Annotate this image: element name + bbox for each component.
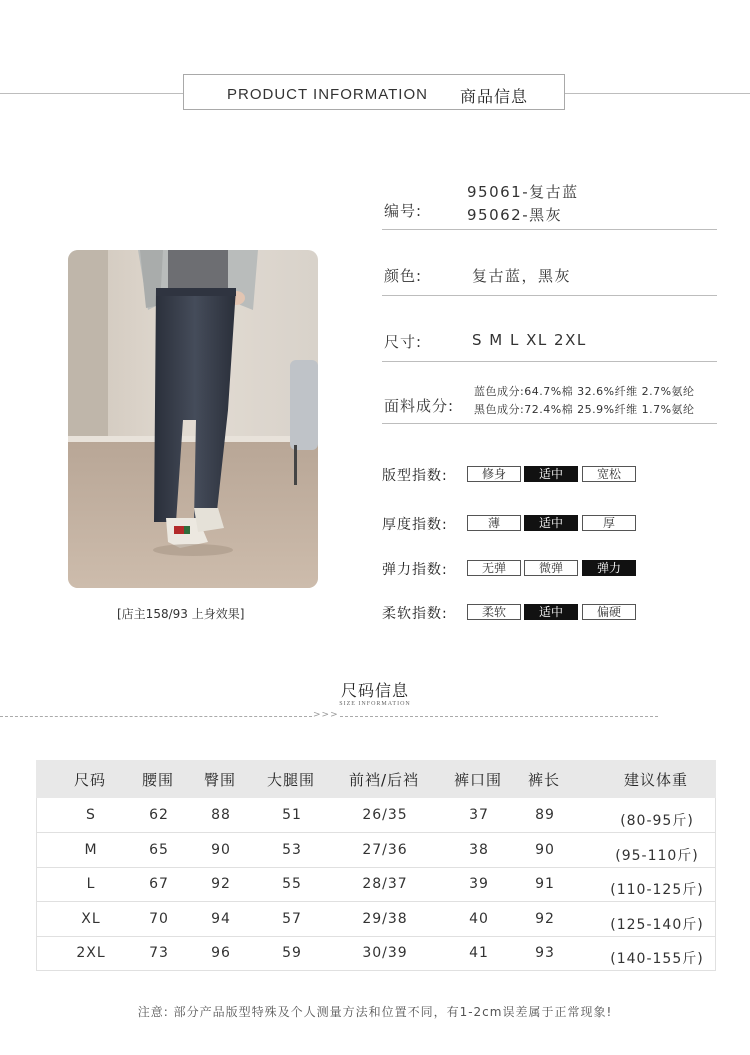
table-cell: 94 xyxy=(211,910,231,927)
size-table-header xyxy=(36,760,716,798)
column-header: 腰围 xyxy=(141,771,174,789)
divider xyxy=(382,229,717,230)
code-value-2: 95062-黑灰 xyxy=(467,206,563,224)
column-header: 前裆/后裆 xyxy=(348,771,420,789)
table-row xyxy=(36,833,716,868)
model-photo-illustration xyxy=(68,250,318,588)
table-row xyxy=(36,902,716,937)
size-label: 尺寸: xyxy=(384,333,423,351)
divider xyxy=(382,295,717,296)
index-option: 适中 xyxy=(524,604,578,620)
index-label: 版型指数: xyxy=(382,468,448,484)
divider xyxy=(382,423,717,424)
header-title-en: PRODUCT INFORMATION xyxy=(227,86,428,103)
column-header: 臀围 xyxy=(203,771,236,789)
index-option: 微弹 xyxy=(524,560,578,576)
dashed-rule-right xyxy=(340,716,658,717)
table-cell: 92 xyxy=(535,910,555,927)
table-cell: 37 xyxy=(469,807,489,823)
table-cell: 26/35 xyxy=(362,807,408,823)
table-cell: 70 xyxy=(149,910,169,927)
table-cell: 57 xyxy=(282,910,302,927)
table-cell: 28/37 xyxy=(362,876,408,892)
index-option: 偏硬 xyxy=(582,604,636,620)
table-row xyxy=(36,867,716,902)
table-cell: 93 xyxy=(535,945,555,961)
table-cell: 41 xyxy=(469,945,489,961)
table-cell: 53 xyxy=(282,841,302,858)
color-value: 复古蓝，黑灰 xyxy=(472,267,572,285)
table-cell: 39 xyxy=(469,876,489,892)
size-info-subtitle: SIZE INFORMATION xyxy=(339,701,411,707)
index-option: 厚 xyxy=(582,515,636,531)
size-cell: M xyxy=(84,841,98,858)
table-cell: 91 xyxy=(535,876,555,892)
column-header: 大腿围 xyxy=(266,771,315,789)
table-cell: (95-110斤) xyxy=(615,847,699,864)
size-cell: 2XL xyxy=(76,945,106,961)
index-option: 修身 xyxy=(467,466,521,482)
size-cell: L xyxy=(86,876,96,892)
column-header: 裤口围 xyxy=(453,771,502,789)
code-value-1: 95061-复古蓝 xyxy=(467,183,579,201)
index-option: 薄 xyxy=(467,515,521,531)
table-cell: 30/39 xyxy=(362,945,408,961)
table-cell: 96 xyxy=(211,945,231,961)
size-info-title: 尺码信息 xyxy=(340,681,409,700)
dashed-rule-left xyxy=(0,716,312,717)
table-cell: 90 xyxy=(535,841,555,858)
table-cell: 67 xyxy=(149,876,169,892)
table-row xyxy=(36,798,716,833)
table-cell: (125-140斤) xyxy=(610,916,704,933)
table-cell: (80-95斤) xyxy=(620,813,694,829)
index-option: 弹力 xyxy=(582,560,636,576)
table-cell: 65 xyxy=(149,841,169,858)
divider xyxy=(382,361,717,362)
table-cell: 38 xyxy=(469,841,489,858)
index-option: 宽松 xyxy=(582,466,636,482)
header-rule-right xyxy=(565,93,750,94)
measurement-note: 注意: 部分产品版型特殊及个人测量方法和位置不同，有1-2cm误差属于正常现象! xyxy=(137,1005,613,1019)
table-cell: 29/38 xyxy=(362,910,408,927)
chevron-right-icon: >>> xyxy=(313,710,339,720)
size-cell: S xyxy=(86,807,96,823)
table-cell: 62 xyxy=(149,807,169,823)
index-label: 柔软指数: xyxy=(382,606,448,622)
column-header: 尺码 xyxy=(73,771,106,789)
index-label: 厚度指数: xyxy=(382,517,448,533)
table-cell: 90 xyxy=(211,841,231,858)
index-label: 弹力指数: xyxy=(382,562,448,578)
table-cell: 27/36 xyxy=(362,841,408,858)
table-cell: 51 xyxy=(282,807,302,823)
table-cell: 92 xyxy=(211,876,231,892)
table-cell: 88 xyxy=(211,807,231,823)
model-photo xyxy=(68,250,318,588)
fabric-value-blue: 蓝色成分:64.7%棉 32.6%纤维 2.7%氨纶 xyxy=(474,385,695,398)
table-cell: 59 xyxy=(282,945,302,961)
size-cell: XL xyxy=(81,910,101,927)
table-cell: (110-125斤) xyxy=(610,882,704,898)
code-label: 编号: xyxy=(384,202,423,220)
table-cell: 40 xyxy=(469,910,489,927)
header-title-cn: 商品信息 xyxy=(460,87,529,106)
fabric-value-black: 黑色成分:72.4%棉 25.9%纤维 1.7%氨纶 xyxy=(474,403,695,416)
header-rule-left xyxy=(0,93,183,94)
column-header: 建议体重 xyxy=(623,771,688,789)
size-value: S M L XL 2XL xyxy=(472,331,587,349)
table-cell: 55 xyxy=(282,876,302,892)
table-cell: 73 xyxy=(149,945,169,961)
index-option: 无弹 xyxy=(467,560,521,576)
index-option: 适中 xyxy=(524,466,578,482)
index-option: 适中 xyxy=(524,515,578,531)
column-header: 裤长 xyxy=(527,771,560,789)
table-row xyxy=(36,936,716,971)
index-option: 柔软 xyxy=(467,604,521,620)
photo-caption: [店主158/93 上身效果] xyxy=(117,607,245,621)
fabric-label: 面料成分: xyxy=(384,397,455,415)
color-label: 颜色: xyxy=(384,267,423,285)
table-cell: (140-155斤) xyxy=(610,951,704,967)
product-info-header xyxy=(183,74,565,110)
table-cell: 89 xyxy=(535,807,555,823)
